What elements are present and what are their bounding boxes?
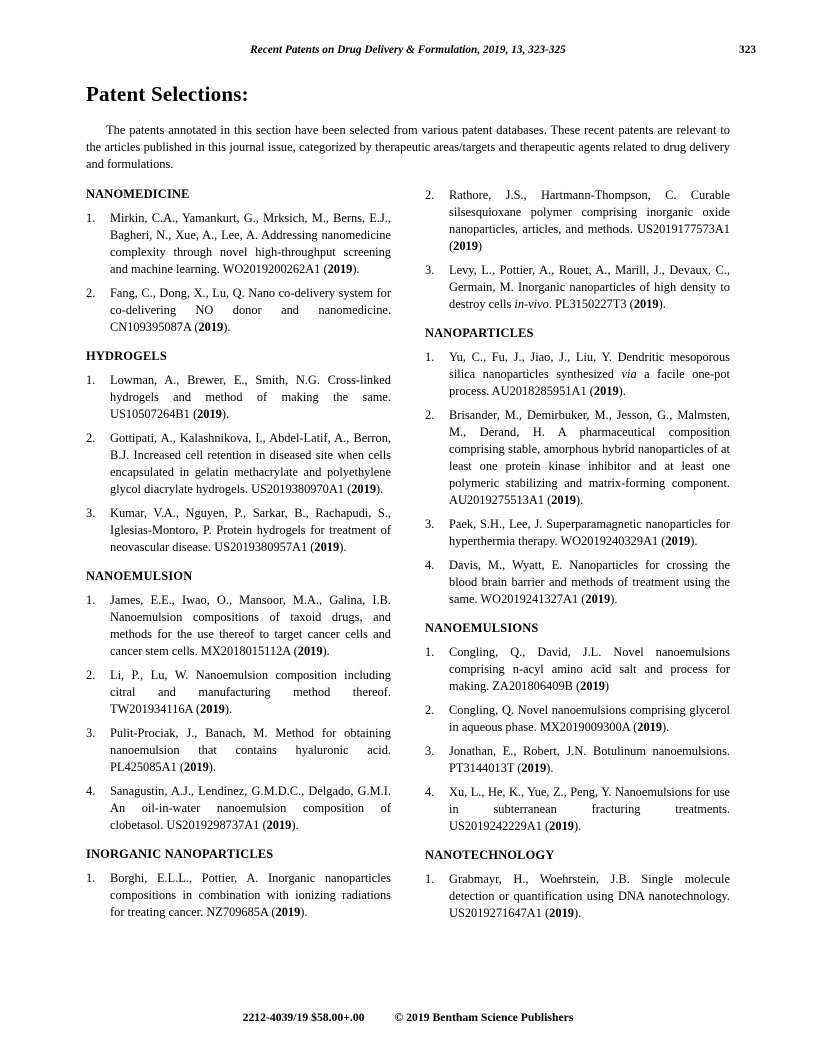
- item-number: 2.: [86, 431, 96, 445]
- item-number: 4.: [425, 558, 435, 572]
- item-text: Brisander, M., Demirbuker, M., Jesson, G., Malmsten, M., Derand, H. A pharmaceutical composition comprising stable, amorphous hybrid nanoparticles of at least one protein kinase inhibitor and at least one polymeric stabilizing and matrix-forming component. AU2019275513A1 (2019).: [449, 408, 730, 507]
- running-title: Recent Patents on Drug Delivery & Formulation, 2019, 13, 323-325: [250, 44, 566, 56]
- item-text: Pulit-Prociak, J., Banach, M. Method for obtaining nanoemulsion that contains hyaluronic acid. PL425085A1 (2019).: [110, 726, 391, 774]
- item-number: 2.: [425, 408, 435, 422]
- item-text: Davis, M., Wyatt, E. Nanoparticles for crossing the blood brain barrier and methods of treatment using the same. WO2019241327A1 (2019).: [449, 558, 730, 606]
- item-number: 2.: [86, 668, 96, 682]
- item-number: 1.: [86, 871, 96, 885]
- item-text: Grabmayr, H., Woehrstein, J.B. Single molecule detection or quantification using DNA nanotechnology. US2019271647A1 (2019).: [449, 872, 730, 920]
- patent-item: [86, 372, 391, 423]
- item-number: 1.: [86, 373, 96, 387]
- section-heading: NANOEMULSION: [86, 569, 193, 583]
- patent-item: [425, 784, 730, 835]
- section-heading: INORGANIC NANOPARTICLES: [86, 847, 274, 861]
- patent-item: [86, 783, 391, 834]
- footer-copyright: © 2019 Bentham Science Publishers: [394, 1011, 574, 1024]
- page-title: Patent Selections:: [86, 82, 249, 106]
- item-text: Fang, C., Dong, X., Lu, Q. Nano co-delivery system for co-delivering NO donor and nanomedicine. CN109395087A (2019).: [110, 286, 391, 334]
- section-heading: HYDROGELS: [86, 349, 167, 363]
- item-number: 2.: [425, 188, 435, 202]
- item-text: Lowman, A., Brewer, E., Smith, N.G. Cross-linked hydrogels and method of making the same. US10507264B1 (2019).: [110, 373, 391, 421]
- item-text: Levy, L., Pottier, A., Rouet, A., Marill, J., Devaux, C., Germain, M. Inorganic nanoparticles of high density to destroy cells in-vivo. PL3150227T3 (2019).: [449, 263, 730, 311]
- item-number: 3.: [425, 517, 435, 531]
- item-number: 3.: [86, 726, 96, 740]
- item-number: 1.: [86, 593, 96, 607]
- section-heading: NANOEMULSIONS: [425, 621, 539, 635]
- patent-item: [425, 702, 730, 736]
- patent-item: [86, 285, 391, 336]
- item-number: 3.: [425, 744, 435, 758]
- patent-item: [425, 743, 730, 777]
- patent-item: [86, 592, 391, 660]
- item-number: 3.: [86, 506, 96, 520]
- item-text: Paek, S.H., Lee, J. Superparamagnetic nanoparticles for hyperthermia therapy. WO2019240329A1 (2019).: [449, 517, 730, 548]
- left-column: [86, 187, 391, 929]
- item-text: Mirkin, C.A., Yamankurt, G., Mrksich, M., Berns, E.J., Bagheri, N., Xue, A., Lee, A. Addressing nanomedicine complexity through novel high-throughput screening and machine learning. WO2019200262A1 (2019).: [110, 211, 391, 276]
- patent-item: [86, 505, 391, 556]
- patent-item: [425, 407, 730, 509]
- patent-item: [86, 210, 391, 278]
- item-text: Rathore, J.S., Hartmann-Thompson, C. Curable silsesquioxane polymer comprising inorganic oxide nanoparticles, articles, and methods. US2019177573A1 (2019): [449, 188, 730, 253]
- item-number: 1.: [425, 350, 435, 364]
- intro-paragraph: The patents annotated in this section have been selected from various patent databases. These recent patents are relevant to the articles published in this journal issue, categorized by therapeutic areas/targets and therapeutic agents related to drug delivery and formulations.: [86, 123, 730, 171]
- patent-item: [425, 187, 730, 255]
- item-number: 1.: [425, 645, 435, 659]
- item-text: Gottipati, A., Kalashnikova, I., Abdel-Latif, A., Berron, B.J. Increased cell retention in diseased site when cells encapsulated in gelatin methacrylate and polyethylene glycol diacrylate hydrogels. US2019380970A1 (2019).: [110, 431, 391, 496]
- patent-item: [425, 262, 730, 313]
- item-text: Sanagustin, A.J., Lendínez, G.M.D.C., Delgado, G.M.I. An oil-in-water nanoemulsion composition of clobetasol. US2019298737A1 (2019).: [110, 784, 391, 832]
- patent-item: [86, 430, 391, 498]
- patent-item: [425, 557, 730, 608]
- patent-item: [86, 667, 391, 718]
- item-number: 2.: [425, 703, 435, 717]
- item-text: Borghi, E.L.L., Pottier, A. Inorganic nanoparticles compositions in combination with ionizing radiations for treating cancer. NZ709685A (2019).: [110, 871, 391, 919]
- section-heading: NANOTECHNOLOGY: [425, 848, 555, 862]
- patent-item: [425, 349, 730, 400]
- item-text: James, E.E., Iwao, O., Mansoor, M.A., Galina, I.B. Nanoemulsion compositions of taxoid drugs, and methods for the use thereof to target cancer cells and cancer stem cells. MX2018015112A (2019).: [110, 593, 391, 658]
- item-number: 4.: [86, 784, 96, 798]
- right-column: [425, 187, 730, 929]
- item-number: 2.: [86, 286, 96, 300]
- item-number: 1.: [425, 872, 435, 886]
- footer-issn: 2212-4039/19 $58.00+.00: [242, 1011, 365, 1024]
- item-number: 3.: [425, 263, 435, 277]
- running-header: [86, 44, 756, 60]
- page-number: 323: [739, 44, 756, 56]
- item-text: Li, P., Lu, W. Nanoemulsion composition including citral and manufacturing method thereof. TW201934116A (2019).: [110, 668, 391, 716]
- item-text: Congling, Q. Novel nanoemulsions comprising glycerol in aqueous phase. MX2019009300A (2019).: [449, 703, 730, 734]
- item-number: 1.: [86, 211, 96, 225]
- section-heading: NANOPARTICLES: [425, 326, 534, 340]
- item-text: Congling, Q., David, J.L. Novel nanoemulsions comprising n-acyl amino acid salt and process for making. ZA201806409B (2019): [449, 645, 730, 693]
- item-number: 4.: [425, 785, 435, 799]
- page-footer: [0, 1011, 816, 1024]
- item-text: Jonathan, E., Robert, J.N. Botulinum nanoemulsions. PT3144013T (2019).: [449, 744, 730, 775]
- item-text: Yu, C., Fu, J., Jiao, J., Liu, Y. Dendritic mesoporous silica nanoparticles synthesized via a facile one-pot process. AU2018285951A1 (2019).: [449, 350, 731, 398]
- patent-columns: [86, 187, 730, 929]
- section-heading: NANOMEDICINE: [86, 187, 190, 201]
- item-text: Xu, L., He, K., Yue, Z., Peng, Y. Nanoemulsions for use in subterranean fracturing treatments. US2019242229A1 (2019).: [449, 785, 730, 833]
- patent-item: [86, 725, 391, 776]
- patent-item: [425, 644, 730, 695]
- patent-item: [86, 870, 391, 921]
- item-text: Kumar, V.A., Nguyen, P., Sarkar, B., Rachapudi, S., Iglesias-Montoro, P. Protein hydrogels for treatment of neovascular disease. US2019380957A1 (2019).: [110, 506, 391, 554]
- patent-item: [425, 871, 730, 922]
- patent-item: [425, 516, 730, 550]
